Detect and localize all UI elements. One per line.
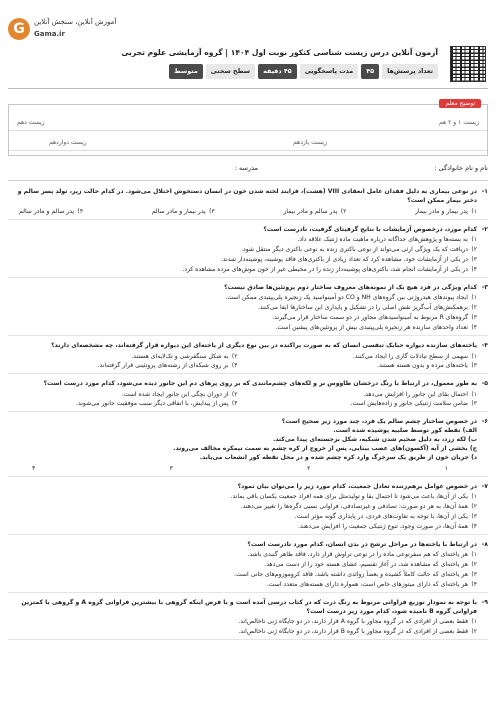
question-text — [8, 283, 488, 292]
option-number: ۱) — [471, 551, 477, 558]
question-text — [8, 225, 488, 234]
exam-title: آزمون آنلاین درس زیست شناسی کنکور نوبت اول ۱۴۰۴ | گروه آزمایشی علوم تجربی — [121, 48, 438, 57]
question-item — [8, 598, 488, 640]
question-body: کدام مورد، درخصوص آزمایشات با نتایج گرفیتای گرفیت، نادرست است؟ — [263, 226, 477, 233]
option-number: ۲) — [471, 561, 477, 568]
option-text: پدر سالم و مادر بیمار — [283, 208, 338, 215]
answer-option[interactable] — [8, 580, 488, 589]
option-text: فقط بعضی از افرادی که در گروه مجاور با گروه B قرار دارند، در دو جایگاه ژنی ناخالص‌اند. — [238, 628, 468, 635]
question-number: ۹- — [481, 599, 488, 606]
answer-option[interactable] — [8, 352, 238, 361]
option-text: به شکل سنگفرشی و تک‌لایه‌ای هستند. — [131, 353, 229, 360]
option-number: ۱) — [471, 236, 477, 243]
option-text: یکی از آن‌ها، با توجه به تفاوت‌های فردی، در پایداری گونه مؤثر است. — [294, 513, 468, 520]
option-number: ۲) — [340, 208, 347, 215]
question-item — [8, 540, 488, 593]
answer-option[interactable] — [19, 207, 83, 216]
grade-cell: زیست دهم — [17, 119, 45, 126]
answer-option[interactable] — [8, 560, 488, 569]
option-number: ۲) — [231, 391, 238, 398]
exam-info-bar — [169, 64, 438, 79]
question-item — [8, 341, 488, 374]
answer-option[interactable] — [248, 352, 478, 361]
brand-name: آموزش آنلاین، سنجش آنلاین — [34, 18, 117, 26]
question-text — [8, 341, 488, 350]
student-info-line — [8, 162, 488, 178]
option-number: ۳) — [471, 362, 477, 369]
question-number: ۷- — [481, 483, 488, 490]
question-count-label: تعداد پرسش‌ها — [382, 64, 438, 79]
question-body: در نوعی بیماری به دلیل فقدان عامل انعقادی VIII (هشت)، فرایند لخته شدن خون در انسان دستخوش اختلال می‌شود. در کدام حالت زیر، تولد پسر سالم و دختر بیمار ممکن است؟ — [17, 188, 477, 204]
answer-option[interactable] — [8, 361, 238, 370]
question-item — [8, 225, 488, 278]
answer-option[interactable] — [248, 390, 478, 399]
question-number: ۵- — [481, 380, 488, 387]
answer-option[interactable] — [8, 323, 488, 332]
question-text — [8, 540, 488, 549]
answer-option[interactable] — [8, 235, 488, 244]
answer-option[interactable] — [8, 502, 488, 511]
answer-option[interactable] — [8, 313, 488, 322]
option-text: از دوران بچگی این جانور ایجاد شده است. — [121, 391, 229, 398]
question-text — [8, 379, 488, 388]
answer-option[interactable] — [8, 550, 488, 559]
answer-option[interactable] — [8, 512, 488, 521]
option-text: سهمی از سطح تبادلات گازی را ایجاد می‌کنند. — [352, 353, 468, 360]
question-text — [8, 598, 488, 616]
option-text: هر یاخته‌ای که هم سفرنوعی ماده را در نوعی تراوش قرار دارد، فاقد ظاهر گنبدی باشد. — [247, 551, 468, 558]
option-text: فقط بعضی از افرادی که در گروه مجاور با گروه A قرار دارند، در دو جایگاه ژنی ناخالص‌اند. — [238, 618, 468, 625]
answer-option[interactable] — [8, 492, 488, 501]
option-number: ۳) — [471, 314, 477, 321]
answer-options — [8, 492, 488, 531]
answer-option[interactable] — [8, 399, 238, 408]
option-text: پدر سالم و مادر سالم — [19, 208, 75, 215]
option-number: ۲) — [471, 246, 477, 253]
option-text: ایجاد پیوندهای هیدروژنی بین گروه‌های NH و CO دو آمینواسید یک زنجیره پلی‌پپتیدی ممکن است. — [225, 294, 468, 301]
option-number: ۲) — [471, 304, 477, 311]
question-count-value: ۴۵ — [361, 64, 379, 79]
student-name-label: نام و نام خانوادگی : — [434, 164, 488, 172]
question-number: ۳- — [481, 284, 488, 291]
option-text: پدر بیمار و مادر سالم — [151, 208, 206, 215]
option-number: ۱) — [471, 493, 477, 500]
question-statement: ج) بخشی از آبه (آکسون)های عصب بینایی، پس از خروج از کره چشم به سمت نیمکره مخالف می‌روند. — [173, 445, 477, 452]
answer-option[interactable] — [248, 399, 478, 408]
option-text: گروه‌های R مربوط به آمینواسیدهای مجاور در دو سمت ساختار قرار می‌گیرند. — [272, 314, 468, 321]
option-text: در یکی از آزمایشات خود، مشاهده کرد که تعداد زیادی از باکتری‌های فاقد پوشینه، پوشینه‌دار شدند. — [220, 256, 468, 263]
answer-option[interactable] — [152, 207, 215, 216]
option-number: ۳) — [471, 256, 477, 263]
question-item — [8, 379, 488, 412]
option-text: دریافت که یک ویژگی ارثی می‌تواند از نوعی باکتری زنده به نوعی باکتری دیگر منتقل شود. — [241, 246, 468, 253]
answer-option[interactable] — [8, 245, 488, 254]
question-item — [8, 417, 488, 477]
teacher-note-tag: توضیح معلم — [439, 99, 481, 108]
answer-option[interactable] — [8, 265, 488, 274]
answer-option[interactable] — [8, 617, 488, 626]
teacher-note-box — [8, 100, 488, 156]
option-text: یاخته‌های مرده و بدون هسته هستند. — [377, 362, 468, 369]
difficulty-value: متوسط — [169, 64, 203, 79]
option-number: ۲) — [471, 503, 477, 510]
brand-url: Gama.ir — [34, 30, 65, 38]
answer-option[interactable]: ۴ — [32, 465, 36, 472]
option-text: به بسته‌ها و پژوهش‌های جداگانه درباره ماهیت ماده ژنتیک علاقه داد. — [297, 236, 468, 243]
answer-options — [8, 352, 488, 370]
option-number: ۴) — [77, 208, 84, 215]
brand[interactable] — [8, 14, 138, 52]
option-text: هر یاخته‌ای که مشاهده شد، در آغاز تقسیم، غشای هسته خود را از دست می‌دهد. — [264, 561, 468, 568]
option-number: ۴) — [231, 400, 238, 407]
question-statement: د) جریان خون از طریق یک سرخرگ وارد کره چشم شده و در محل نقطه کور انشعاب می‌یابد. — [199, 454, 477, 461]
question-statement: الف) نقطه کور توسط صلبیه پوشیده شده است. — [333, 427, 477, 434]
option-text: یکی از آن‌ها، باعث می‌شود تا احتمال بقا و تولیدمثل برای همه افراد جمعیت یکسان باقی بماند. — [230, 493, 468, 500]
option-text: ضامن سلامت ژنتیکی جانور و زاده‌هایش است. — [350, 400, 468, 407]
option-text: همهٔ آن‌ها، به هر دو صورت: تصادفی و غیرتصادفی، فراوانی نسبی دگره‌ها را تغییر می‌دهند. — [240, 503, 468, 510]
option-number: ۳) — [209, 208, 215, 215]
question-body: به طور معمول، در ارتباط با رنگ درخشان طاووس نر و لکه‌های چشم‌مانندی که بر روی پرهای دم این جانور دیده می‌شود، کدام مورد درست است؟ — [43, 380, 477, 387]
option-number: ۴) — [471, 266, 477, 273]
brand-logo-icon: G — [8, 18, 30, 40]
option-number: ۱) — [471, 391, 477, 398]
answer-options — [8, 617, 488, 636]
answer-options — [8, 390, 488, 408]
option-number: ۱) — [471, 294, 477, 301]
option-text: برهمکنش‌های آب‌گریز نقش اصلی را در تشکیل و پایداری این ساختارها ایفا می‌کنند. — [257, 304, 468, 311]
question-text — [8, 187, 488, 205]
question-item — [8, 283, 488, 336]
question-number: ۸- — [481, 541, 488, 548]
answer-option[interactable] — [8, 293, 488, 302]
option-number: ۲) — [231, 353, 238, 360]
option-number: ۳) — [471, 513, 477, 520]
question-number: ۶- — [481, 418, 488, 425]
duration-value: ۴۵ دقیقه — [258, 64, 297, 79]
duration-label: مدت پاسخگویی — [300, 64, 359, 79]
option-text: بر روی شبکه‌ای از رشته‌های پروتئینی قرار گرفته‌اند. — [97, 362, 229, 369]
answer-options — [8, 464, 488, 473]
question-item — [8, 187, 488, 220]
question-statement: ب) لکه زرد، به دلیل ضخیم شدن شبکیه، شکل برجسته‌ای پیدا می‌کند. — [272, 436, 477, 443]
question-body: با توجه به نمودار توزیع فراوانی مربوط به رنگ ذرت که در کتاب درسی آمده است و با فرض اینکه گروهی با بیشترین فراوانی گروه A و گروهی با کمترین فراوانی گروه B نامیده شود، کدام مورد زیر درست است؟ — [21, 599, 477, 615]
difficulty-label: سطح سختی — [206, 64, 255, 79]
option-number: ۱) — [471, 208, 477, 215]
exam-header — [8, 8, 488, 100]
question-number: ۱- — [481, 188, 488, 195]
question-body: کدام ویژگی در فرد هیچ یک از نمونه‌های معروف ساختار دوم پروتئین‌ها صادق نیست؟ — [224, 284, 477, 291]
question-number: ۲- — [481, 226, 488, 233]
option-text: هر یاخته‌ای که دارای میتوزهای خاص است، همواره دارای هسته‌های متعدد است. — [266, 581, 468, 588]
option-text: احتمال بقای این جانور را افزایش می‌دهد. — [363, 391, 468, 398]
grade-row — [9, 115, 487, 131]
question-body: در خصوص ساختار چشم سالم یک فرد، چند مورد زیر صحیح است؟ — [281, 418, 477, 425]
answer-option[interactable]: ۲ — [307, 465, 311, 472]
answer-options — [8, 550, 488, 589]
option-number: ۱) — [471, 353, 477, 360]
answer-option[interactable] — [8, 570, 488, 579]
option-number: ۳) — [471, 400, 477, 407]
answer-option[interactable] — [8, 522, 488, 531]
answer-options — [8, 207, 488, 216]
grade-cell: زیست ۱ و ۲ هم — [439, 119, 479, 126]
question-body: در ارتباط با یاخته‌ها در مراحل ترشح در بدن انسان، کدام مورد نادرست است؟ — [247, 541, 477, 548]
option-number: ۴) — [471, 581, 477, 588]
question-item — [8, 482, 488, 535]
question-body: یاخته‌های سازنده دیواره حبابک تنفسی انسان که به صورت پراکنده در بین نوع دیگری از یاخته‌ای این دیواره قرار گرفته‌اند، چه مشخصه‌ای دارند؟ — [51, 342, 477, 349]
option-number: ۴) — [231, 362, 238, 369]
option-number: ۲) — [471, 628, 477, 635]
option-number: ۳) — [471, 571, 477, 578]
option-text: پس از پیدایش، با اتفاقی دیگر سبب موفقیت جانور می‌شوند. — [76, 400, 229, 407]
question-list — [8, 187, 488, 640]
school-label: مدرسه : — [234, 164, 258, 172]
answer-option[interactable] — [415, 207, 477, 216]
qr-code-icon — [450, 46, 486, 82]
answer-option[interactable] — [8, 390, 238, 399]
question-text — [8, 417, 488, 426]
answer-option[interactable] — [8, 255, 488, 264]
answer-option[interactable] — [248, 361, 478, 370]
exam-page — [8, 8, 488, 698]
answer-options — [8, 235, 488, 274]
answer-option[interactable] — [8, 303, 488, 312]
option-text: هر یاخته‌ای که حالت کاملاً کشیده و بعضاً زوائدی داشته باشد، فاقد کروموزوم‌های جانی است. — [234, 571, 468, 578]
answer-option[interactable] — [8, 627, 488, 636]
answer-option[interactable]: ۳ — [169, 465, 173, 472]
option-text: پدر بیمار و مادر بیمار — [414, 208, 468, 215]
question-text — [8, 482, 488, 491]
grade-cell: زیست دوازدهم — [49, 139, 87, 146]
name-divider — [8, 180, 488, 181]
option-text: تعداد واحدهای سازنده هر زنجیره پلی‌پپتیدی بیش از پروتئین‌های پیشین است. — [275, 324, 468, 331]
option-number: ۴) — [471, 523, 477, 530]
answer-option[interactable]: ۱ — [444, 465, 448, 472]
option-text: همهٔ آن‌ها، در صورت وجود، تنوع ژنتیکی جمعیت را افزایش می‌دهند. — [298, 523, 468, 530]
grade-row — [9, 135, 487, 151]
question-body: در خصوص عوامل برهم‌زننده تعادل جمعیت، کدام مورد زیر را می‌توان بیان نمود؟ — [237, 483, 477, 490]
option-text: در یکی از آزمایشات انجام شد، باکتری‌های پوشینه‌دار زنده را در محیطی غیر از خون موش‌های مرده مشاهده کرد. — [182, 266, 468, 273]
answer-option[interactable] — [283, 207, 346, 216]
answer-options — [8, 293, 488, 332]
option-number: ۱) — [471, 618, 477, 625]
question-number: ۴- — [481, 342, 488, 349]
header-divider — [8, 88, 488, 89]
grade-cell: زیست یازدهم — [293, 139, 327, 146]
option-number: ۴) — [471, 324, 477, 331]
